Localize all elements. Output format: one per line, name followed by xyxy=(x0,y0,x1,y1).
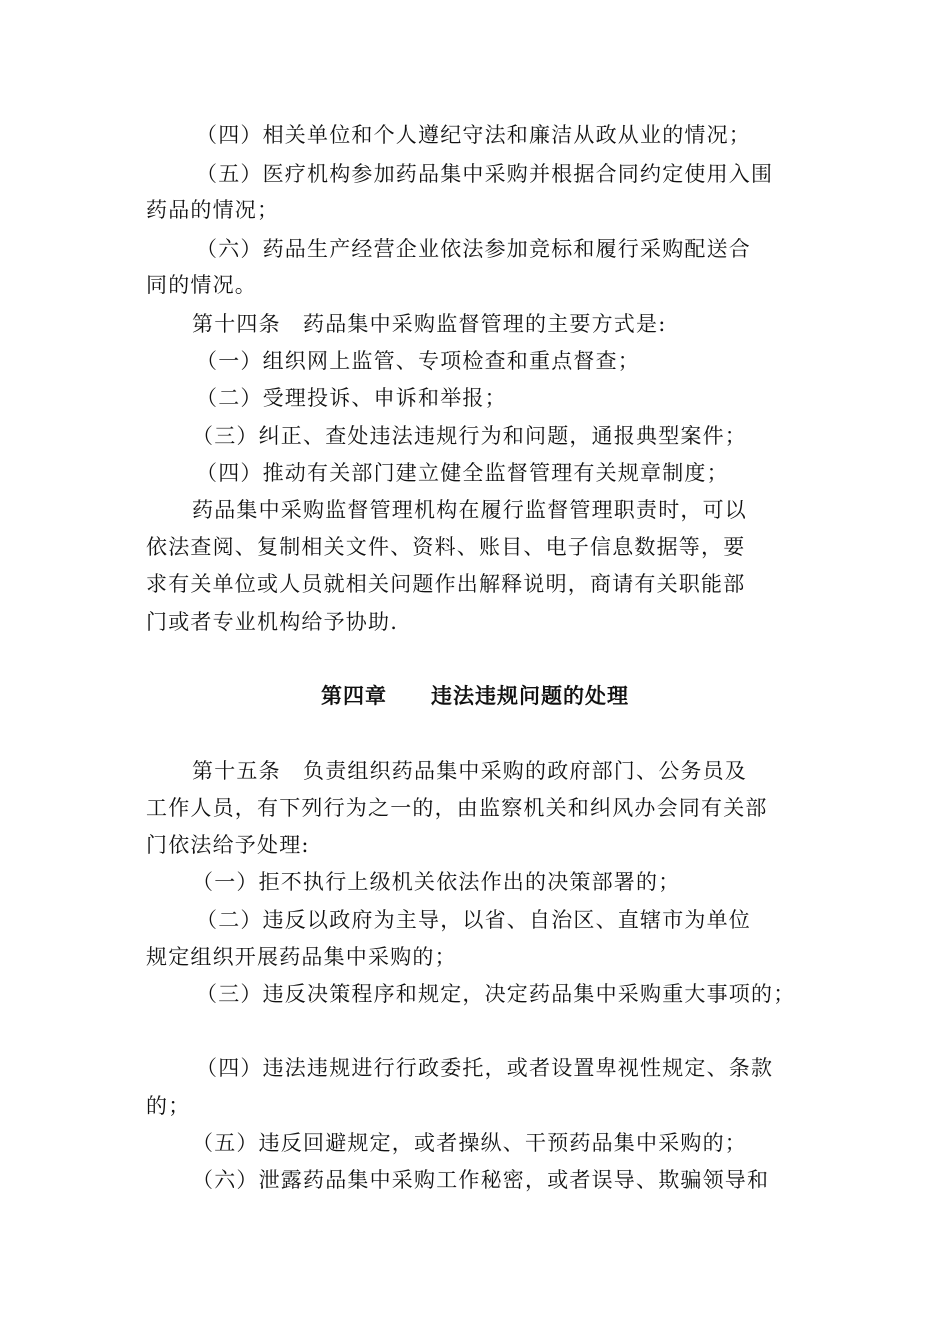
text-line: （六）泄露药品集中采购工作秘密，或者误导、欺骗领导和 xyxy=(192,1168,770,1192)
text-line: 求有关单位或人员就相关问题作出解释说明，商请有关职能部 xyxy=(146,572,746,596)
text-line: （四）相关单位和个人遵纪守法和廉洁从政从业的情况； xyxy=(196,123,751,147)
text-line: （五）医疗机构参加药品集中采购并根据合同约定使用入围 xyxy=(196,162,774,186)
text-line: （二）违反以政府为主导，以省、自治区、直辖市为单位 xyxy=(196,908,751,932)
text-line: （四）推动有关部门建立健全监督管理有关规章制度； xyxy=(196,461,729,485)
chapter-heading: 第四章 违法违规问题的处理 xyxy=(321,684,629,708)
text-line: （六）药品生产经营企业依法参加竞标和履行采购配送合 xyxy=(196,237,751,261)
text-line: （四）违法违规进行行政委托，或者设置卑视性规定、条款 xyxy=(196,1056,774,1080)
text-line: 规定组织开展药品集中采购的； xyxy=(146,945,457,969)
text-line: 同的情况。 xyxy=(146,273,257,297)
text-line: （二）受理投诉、申诉和举报； xyxy=(196,386,507,410)
text-line: （一）组织网上监管、专项检查和重点督查； xyxy=(196,349,640,373)
text-line: 药品的情况； xyxy=(146,198,280,222)
text-line: 依法查阅、复制相关文件、资料、账目、电子信息数据等，要 xyxy=(146,535,746,559)
text-line: （三）纠正、查处违法违规行为和问题，通报典型案件； xyxy=(192,424,747,448)
article-14-heading: 第十四条 药品集中采购监督管理的主要方式是: xyxy=(192,312,667,336)
text-line: 药品集中采购监督管理机构在履行监督管理职责时，可以 xyxy=(192,498,747,522)
text-line: 门或者专业机构给予协助. xyxy=(146,610,399,634)
text-line: 门依法给予处理: xyxy=(146,833,310,857)
text-line: （五）违反回避规定，或者操纵、干预药品集中采购的； xyxy=(192,1131,747,1155)
text-line: 的； xyxy=(146,1094,191,1118)
text-line: （三）违反决策程序和规定，决定药品集中采购重大事项的； xyxy=(196,982,796,1006)
article-15-heading: 第十五条 负责组织药品集中采购的政府部门、公务员及 xyxy=(192,759,747,783)
text-line: （一）拒不执行上级机关依法作出的决策部署的； xyxy=(192,870,681,894)
text-line: 工作人员，有下列行为之一的，由监察机关和纠风办会同有关部 xyxy=(146,796,768,820)
